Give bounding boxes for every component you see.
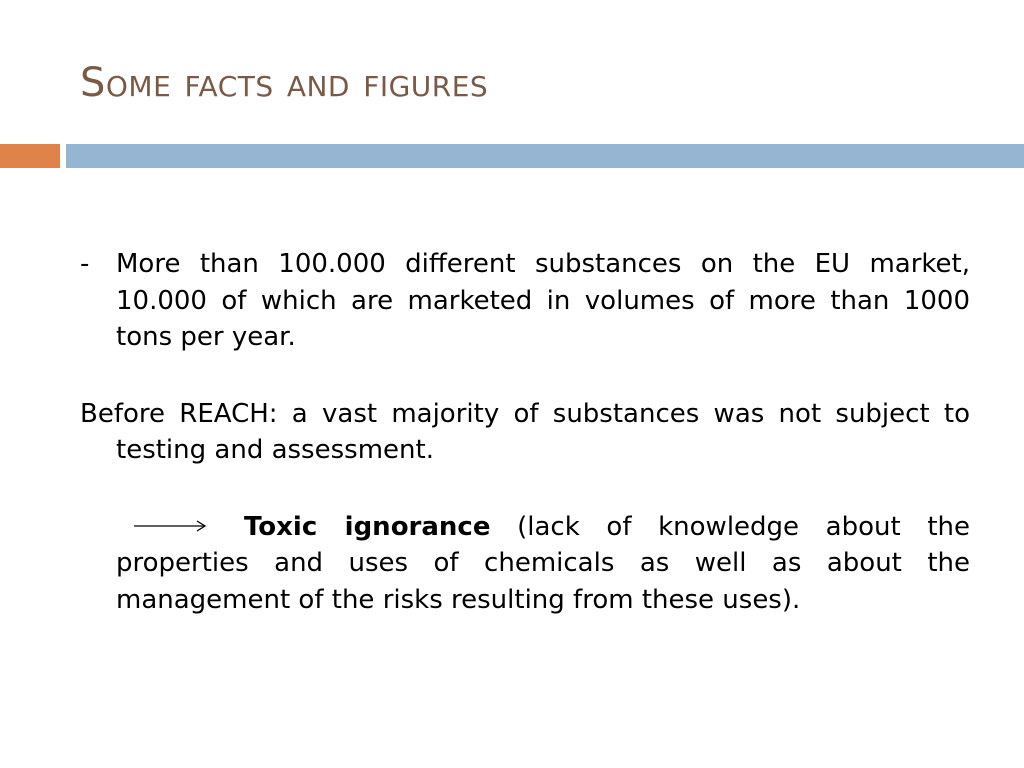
- paragraph-substances-text: More than 100.000 different substances on the EU market, 10.000 of which are marketed in volumes of more than 1000 tons per year.: [116, 249, 970, 352]
- paragraph-before-reach-text: Before REACH: a vast majority of substances was not subject to testing and assessment.: [80, 398, 970, 465]
- slide-title: Some facts and figures: [80, 60, 489, 106]
- slide-body: [80, 246, 970, 618]
- toxic-ignorance-term: Toxic ignorance: [244, 511, 491, 542]
- paragraph-before-reach: [80, 396, 970, 469]
- accent-bar-blue: [66, 144, 1024, 168]
- toxic-ignorance-definition: (lack of knowledge about the properties and uses of chemicals as well as about the management of the risks resulting from these uses).: [116, 511, 970, 615]
- dash-marker: -: [80, 249, 90, 279]
- accent-bar-orange: [0, 144, 60, 168]
- arrow-right-icon: [132, 509, 244, 545]
- paragraph-toxic-ignorance: [80, 509, 970, 619]
- paragraph-substances: [80, 246, 970, 356]
